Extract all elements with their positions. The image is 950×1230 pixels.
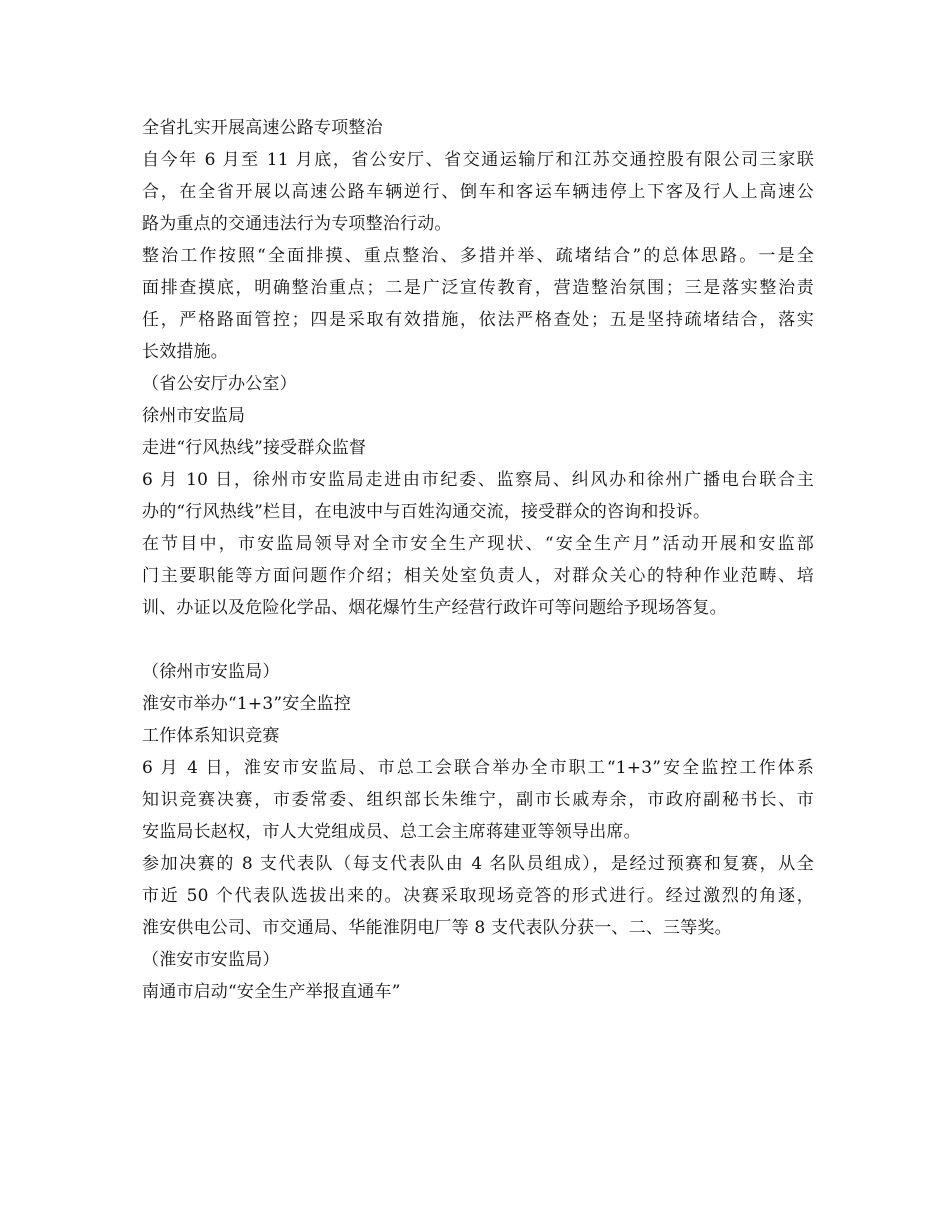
paragraph-line: 长效措施。 bbox=[142, 342, 228, 362]
source-attribution: （省公安厅办公室） bbox=[142, 374, 297, 394]
document-page bbox=[142, 112, 814, 1008]
paragraph-line: 合，在全省开展以高速公路车辆逆行、倒车和客运车辆违停上下客及行人上高速公 bbox=[142, 182, 814, 202]
paragraph-line: 参加决赛的 8 支代表队（每支代表队由 4 名队员组成），是经过预赛和复赛，从全 bbox=[142, 854, 814, 874]
paragraph-line: 6 月 10 日，徐州市安监局走进由市纪委、监察局、纠风办和徐州广播电台联合主 bbox=[142, 470, 814, 490]
paragraph-line: 6 月 4 日，淮安市安监局、市总工会联合举办全市职工“1+3”安全监控工作体系 bbox=[142, 758, 814, 778]
paragraph-line: 路为重点的交通违法行为专项整治行动。 bbox=[142, 214, 452, 234]
paragraph-line: 门主要职能等方面问题作介绍；相关处室负责人，对群众关心的特种作业范畴、培 bbox=[142, 566, 814, 586]
paragraph-line: 安监局长赵权，市人大党组成员、总工会主席蒋建亚等领导出席。 bbox=[142, 822, 641, 842]
article-title-highway: 全省扎实开展高速公路专项整治 bbox=[142, 118, 383, 138]
paragraph-line: 市近 50 个代表队选拔出来的。决赛采取现场竞答的形式进行。经过激烈的角逐， bbox=[142, 886, 814, 906]
paragraph-line: 淮安供电公司、市交通局、华能淮阴电厂等 8 支代表队分获一、二、三等奖。 bbox=[142, 918, 732, 938]
paragraph-line: 训、办证以及危险化学品、烟花爆竹生产经营行政许可等问题给予现场答复。 bbox=[142, 598, 727, 618]
paragraph-line: 知识竞赛决赛，市委常委、组织部长朱维宁，副市长戚寿余，市政府副秘书长、市 bbox=[142, 790, 814, 810]
blank-gap bbox=[142, 624, 814, 656]
paragraph-line: 整治工作按照“全面排摸、重点整治、多措并举、疏堵结合”的总体思路。一是全 bbox=[142, 246, 814, 266]
paragraph-line: 办的“行风热线”栏目，在电波中与百姓沟通交流，接受群众的咨询和投诉。 bbox=[142, 502, 711, 522]
paragraph-line: 自今年 6 月至 11 月底，省公安厅、省交通运输厅和江苏交通控股有限公司三家联 bbox=[142, 150, 814, 170]
source-attribution: （徐州市安监局） bbox=[142, 662, 280, 682]
paragraph-line: 在节目中，市安监局领导对全市安全生产现状、“安全生产月”活动开展和安监部 bbox=[142, 534, 814, 554]
section-heading-xuzhou: 徐州市安监局 bbox=[142, 406, 246, 426]
article-title-hotline: 走进“行风热线”接受群众监督 bbox=[142, 438, 367, 458]
paragraph-line: 任，严格路面管控；四是采取有效措施，依法严格查处；五是坚持疏堵结合，落实 bbox=[142, 310, 814, 330]
article-title-huaian: 淮安市举办“1+3”安全监控 bbox=[142, 694, 352, 714]
article-title-nantong: 南通市启动“安全生产举报直通车” bbox=[142, 982, 401, 1002]
source-attribution: （淮安市安监局） bbox=[142, 950, 280, 970]
paragraph-line: 面排查摸底，明确整治重点；二是广泛宣传教育，营造整治氛围；三是落实整治责 bbox=[142, 278, 814, 298]
article-title-huaian-cont: 工作体系知识竞赛 bbox=[142, 726, 280, 746]
